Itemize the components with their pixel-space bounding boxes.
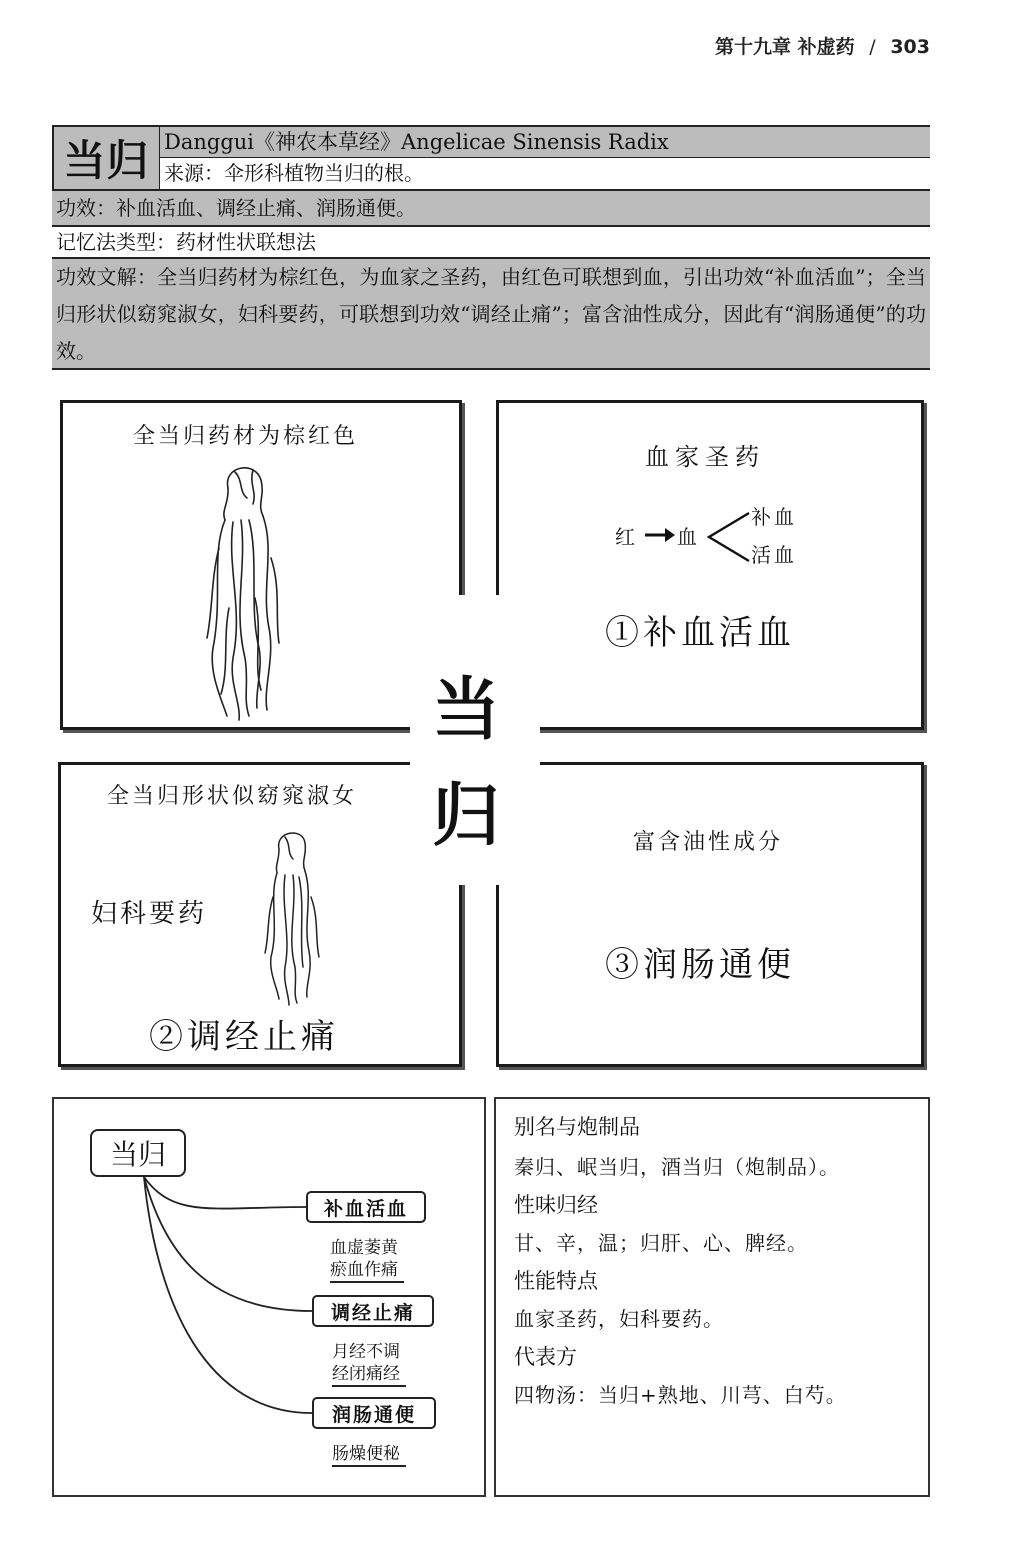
red-char: 红	[615, 525, 638, 549]
panel-4-caption: 富含油性成分	[633, 830, 784, 855]
note-heading: 性味归经	[514, 1193, 598, 1217]
note-text: 四物汤：当归+熟地、川芎、白芍。	[514, 1383, 847, 1407]
panel-2-title: 血家圣药	[645, 443, 765, 471]
explanation-label: 功效文解：	[56, 265, 158, 289]
note-text: 血家圣药，妇科要药。	[514, 1307, 724, 1331]
explanation-text: 全当归药材为棕红色，为血家之圣药，由红色可联想到血，引出功效“补血活血”；全当归形状似窈窕淑女，妇科要药，可联想到功效“调经止痛”；富含油性成分，因此有“润肠通便”的功效。	[56, 265, 926, 363]
herb-info-table	[52, 125, 930, 370]
note-heading: 代表方	[514, 1345, 577, 1369]
branch-icon	[705, 507, 751, 567]
herb-name: 当归	[52, 125, 160, 191]
illustration-panel-gynecology	[58, 762, 462, 1067]
mind-map-branch-1: 补血活血	[306, 1191, 426, 1223]
page-number: 303	[890, 36, 930, 58]
mind-map-root: 当归	[90, 1129, 186, 1177]
note-heading: 别名与炮制品	[514, 1115, 640, 1139]
branch-1-text: 补血	[751, 505, 797, 529]
arrow-right-icon	[643, 525, 677, 545]
header-separator: /	[869, 36, 876, 58]
note-heading: 性能特点	[514, 1269, 598, 1293]
center-title-char-2: 归	[432, 777, 501, 856]
herb-source: 来源：伞形科植物当归的根。	[160, 158, 930, 191]
branch-2-text: 活血	[751, 543, 797, 567]
panel-3-effect: ②调经止痛	[149, 1017, 339, 1057]
efficacy-row	[52, 191, 930, 227]
mind-map-branch-2: 调经止痛	[312, 1295, 434, 1327]
angelica-root-small-drawing	[257, 827, 327, 1007]
panel-3-side-text: 妇科要药	[91, 899, 208, 929]
mind-map-branch-2-details	[332, 1341, 406, 1387]
mind-map	[52, 1097, 486, 1497]
panel-3-caption: 全当归形状似窈窕淑女	[107, 784, 358, 809]
mind-map-detail: 瘀血作痛	[330, 1260, 398, 1280]
center-title-char-1: 当	[432, 671, 501, 750]
mind-map-branch-1-details	[330, 1237, 404, 1283]
herb-pinyin-latin: Danggui《神农本草经》Angelicae Sinensis Radix	[160, 125, 930, 158]
memory-method-row	[52, 227, 930, 259]
angelica-root-drawing	[183, 458, 303, 723]
herb-notes	[494, 1097, 930, 1497]
mind-map-detail: 肠燥便秘	[332, 1444, 400, 1464]
illustration-panel-color	[60, 400, 462, 730]
chapter-title: 第十九章	[715, 36, 792, 58]
mind-map-detail: 经闭痛经	[332, 1364, 400, 1384]
panel-1-caption: 全当归药材为棕红色	[133, 424, 359, 449]
panel-2-effect: ①补血活血	[605, 613, 795, 653]
efficacy-label: 功效：	[56, 196, 116, 220]
mind-map-branch-3: 润肠通便	[312, 1397, 436, 1429]
efficacy-text: 补血活血、调经止痛、润肠通便。	[116, 196, 416, 220]
note-text: 甘、辛，温；归肝、心、脾经。	[514, 1231, 808, 1255]
running-header	[600, 32, 930, 59]
illustration-panel-blood	[496, 400, 924, 730]
illustration-panel-oil	[496, 762, 924, 1067]
mind-map-detail: 月经不调	[332, 1342, 400, 1362]
memory-method-label: 记忆法类型：	[56, 230, 176, 254]
mind-map-detail: 血虚萎黄	[330, 1238, 398, 1258]
blood-char: 血	[677, 525, 700, 549]
panel-4-effect: ③润肠通便	[605, 945, 795, 985]
note-text: 秦归、岷当归，酒当归（炮制品）。	[514, 1155, 840, 1179]
efficacy-explanation-row	[52, 259, 930, 370]
section-title: 补虚药	[797, 36, 855, 58]
mind-map-branch-3-details	[332, 1443, 406, 1467]
memory-method-text: 药材性状联想法	[176, 230, 316, 254]
